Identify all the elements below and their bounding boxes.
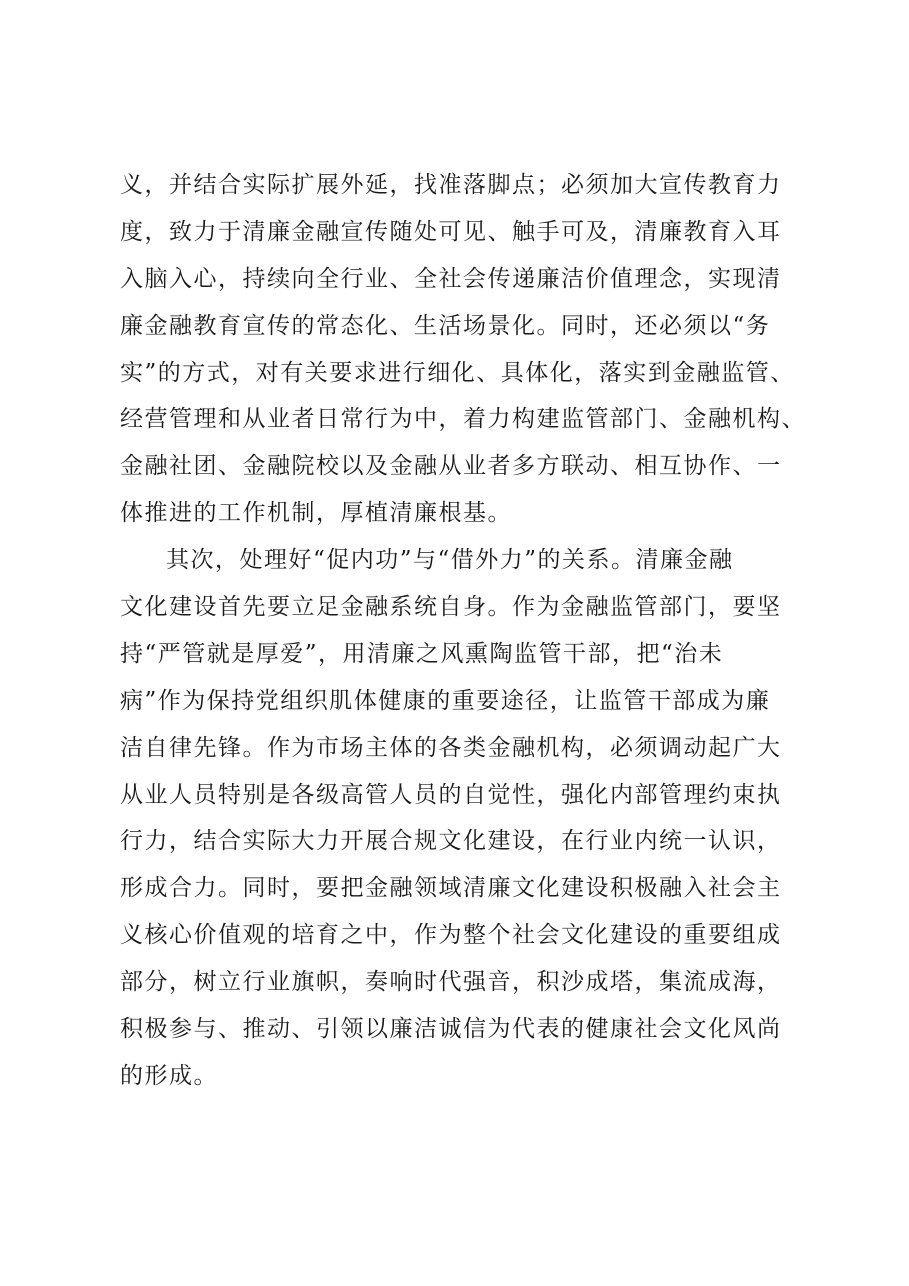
text-line: 金融社团、金融院校以及金融从业者多方联动、相互协作、一 — [120, 453, 782, 480]
text-line: 洁自律先锋。作为市场主体的各类金融机构，必须调动起广大 — [120, 734, 782, 761]
text-line: 持“严管就是厚爱”，用清廉之风熏陶监管干部，把“治未 — [120, 640, 724, 667]
text-line: 入脑入心，持续向全行业、全社会传递廉洁价值理念，实现清 — [120, 265, 782, 292]
text-line: 义核心价值观的培育之中，作为整个社会文化建设的重要组成 — [120, 922, 782, 949]
paragraph-start-line: 其次，处理好“促内功”与“借外力”的关系。清廉金融 — [166, 547, 734, 574]
text-line: 的形成。 — [120, 1062, 218, 1089]
text-line: 体推进的工作机制，厚植清廉根基。 — [120, 500, 512, 527]
text-line: 经营管理和从业者日常行为中，着力构建监管部门、金融机构、 — [120, 406, 806, 433]
text-line: 从业人员特别是各级高管人员的自觉性，强化内部管理约束执 — [120, 781, 782, 808]
text-line: 形成合力。同时，要把金融领域清廉文化建设积极融入社会主 — [120, 875, 782, 902]
text-line: 廉金融教育宣传的常态化、生活场景化。同时，还必须以“务 — [120, 312, 771, 339]
text-line: 义，并结合实际扩展外延，找准落脚点；必须加大宣传教育力 — [120, 172, 782, 198]
text-line: 度，致力于清廉金融宣传随处可见、触手可及，清廉教育入耳 — [120, 218, 782, 245]
text-line: 积极参与、推动、引领以廉洁诚信为代表的健康社会文化风尚 — [120, 1016, 782, 1043]
text-line: 实”的方式，对有关要求进行细化、具体化，落实到金融监管、 — [120, 359, 795, 386]
body-text — [120, 162, 806, 1100]
text-line: 文化建设首先要立足金融系统自身。作为金融监管部门，要坚 — [120, 594, 782, 621]
text-line: 行力，结合实际大力开展合规文化建设，在行业内统一认识， — [120, 828, 782, 855]
text-line: 部分，树立行业旗帜，奏响时代强音，积沙成塔，集流成海， — [120, 969, 782, 996]
text-line: 病”作为保持党组织肌体健康的重要途径，让监管干部成为廉 — [120, 687, 771, 714]
